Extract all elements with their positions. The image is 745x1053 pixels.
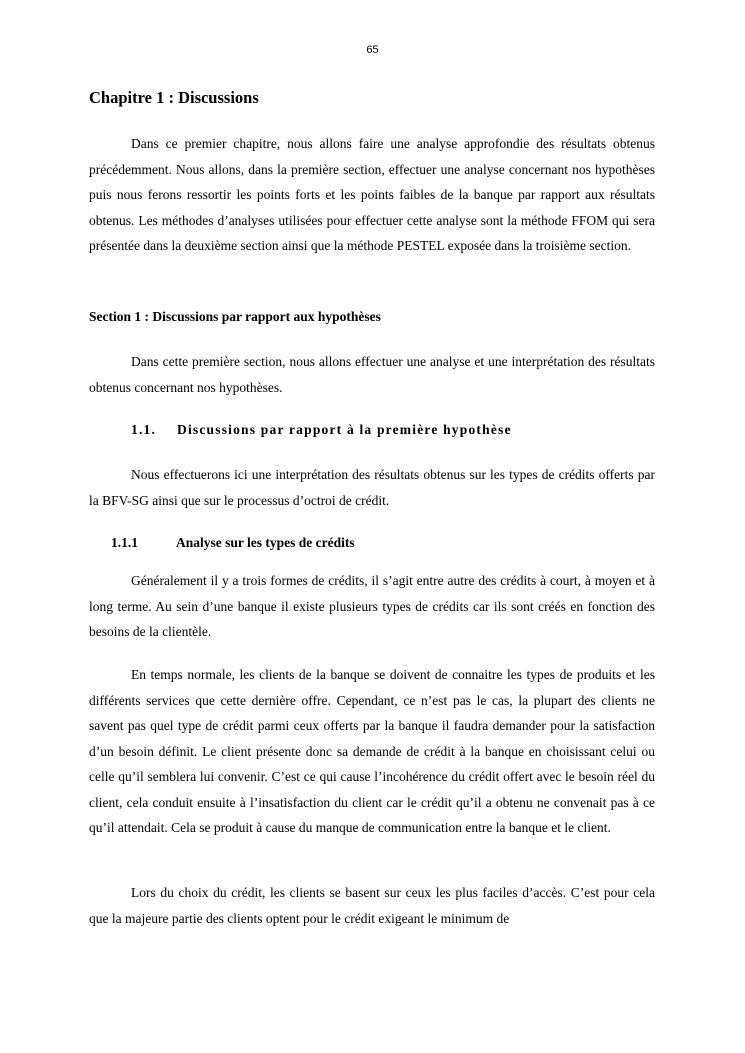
subsection-heading bbox=[131, 422, 512, 438]
section-title: Section 1 : Discussions par rapport aux hypothèses bbox=[89, 309, 381, 324]
subsubsection-number: 1.1.1 bbox=[111, 535, 138, 550]
subsection-title: Discussions par rapport à la première hypothèse bbox=[177, 422, 512, 437]
paragraph-credit-forms: Généralement il y a trois formes de crédits, il s’agit entre autre des crédits à court, à moyen et à long terme. Au sein d’une banque il existe plusieurs types de crédits car ils sont créés en fonction des besoins de la clientèle. bbox=[89, 573, 655, 639]
chapter-title: Chapitre 1 : Discussions bbox=[89, 88, 259, 107]
intro-paragraph: Dans ce premier chapitre, nous allons faire une analyse approfondie des résultats obtenus précédemment. Nous allons, dans la première section, effectuer une analyse concernant nos hypothèses puis nous ferons ressortir les points forts et les points faibles de la banque par rapport aux résultats obtenus. Les méthodes d’analyses utilisées pour effectuer cette analyse sont la méthode FFOM qui sera présentée dans la deuxième section ainsi que la méthode PESTEL exposée dans la troisième section. bbox=[89, 136, 655, 253]
subsubsection-title: Analyse sur les types de crédits bbox=[176, 535, 355, 550]
subsubsection-heading bbox=[111, 535, 355, 551]
subsection-number: 1.1. bbox=[131, 422, 157, 437]
paragraph-client-knowledge: En temps normale, les clients de la banque se doivent de connaitre les types de produits et les différents services que cette dernière offre. Cependant, ce n’est pas le cas, la plupart des clients ne savent pas quel type de crédit parmi ceux offerts par la banque il faudra demander pour la satisfaction d’un besoin définit. Le client présente donc sa demande de crédit à la banque en choisissant celui ou celle qu’il semblera lui convenir. C’est ce qui cause l’incohérence du crédit offert avec le besoin réel du client, cela conduit ensuite à l’insatisfaction du client car le crédit qu’il a obtenu ne convenait pas à ce qu’il attendait. Cela se produit à cause du manque de communication entre la banque et le client. bbox=[89, 667, 655, 835]
paragraph-credit-choice: Lors du choix du crédit, les clients se basent sur ceux les plus faciles d’accès. C’est pour cela que la majeure partie des clients optent pour le crédit exigeant le minimum de bbox=[89, 885, 655, 926]
subsection-paragraph: Nous effectuerons ici une interprétation des résultats obtenus sur les types de crédits offerts par la BFV-SG ainsi que sur le processus d’octroi de crédit. bbox=[89, 467, 655, 508]
page-number: 65 bbox=[366, 44, 379, 56]
section-paragraph: Dans cette première section, nous allons effectuer une analyse et une interprétation des résultats obtenus concernant nos hypothèses. bbox=[89, 354, 655, 395]
